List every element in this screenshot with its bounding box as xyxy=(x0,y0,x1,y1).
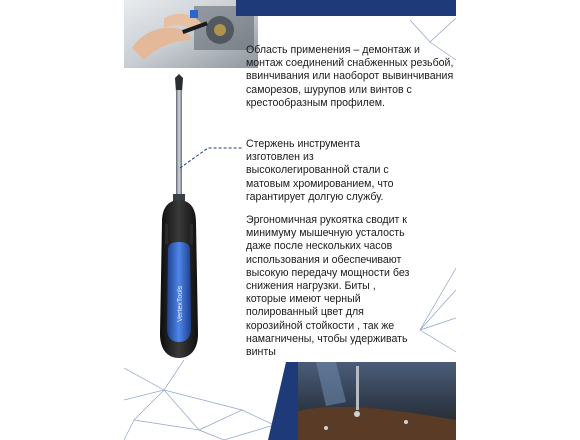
bottom-photo xyxy=(286,362,456,440)
handle-text: Эргономичная рукоятка сводит к минимуму мышечную усталость даже после нескольких часов использования и обеспечивают высокую передачу мощности без снижения нагрузки. Биты , которые имеют черный полированный цвет для корозийной стойкости , так же намагничены, чтобы удерживать винты xyxy=(246,214,410,359)
bottom-photo-corner xyxy=(268,362,298,440)
screwdriver-image xyxy=(140,74,220,364)
top-accent-bar xyxy=(258,0,456,16)
application-text: Область применения – демонтаж и монтаж соединений снабженных резьбой, ввинчивания или наоборот вывинчивания саморезов, шурупов или винтов с крестообразным профилем. xyxy=(246,44,454,109)
leader-line xyxy=(178,142,244,172)
brand-logo-text: VertexTools xyxy=(177,285,184,322)
screwdriver-in-use-photo-icon xyxy=(286,362,456,440)
shaft-text: Стержень инструмента изготовлен из высоколегированной стали с матовым хромированием, что гарантирует долгую службу. xyxy=(246,138,394,203)
top-photo-corner xyxy=(236,0,266,20)
